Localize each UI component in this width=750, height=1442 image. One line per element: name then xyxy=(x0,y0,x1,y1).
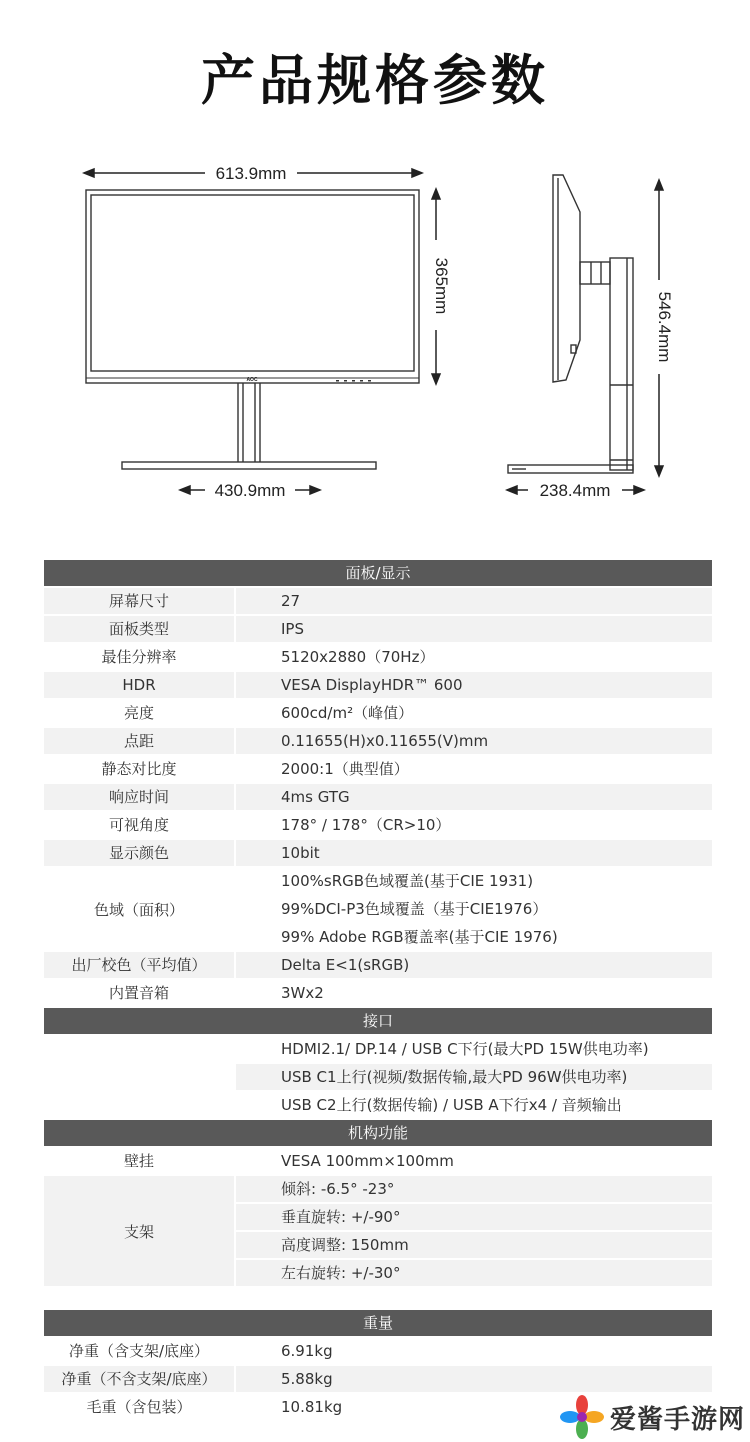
spec-row xyxy=(44,616,712,642)
spec-group-stand xyxy=(44,1176,712,1286)
spec-row xyxy=(44,700,712,726)
spec-label: 亮度 xyxy=(44,700,234,726)
spec-value: VESA DisplayHDR™ 600 xyxy=(236,672,712,698)
spec-label: 色域（面积） xyxy=(44,868,234,950)
spec-value: 3Wx2 xyxy=(236,980,712,1006)
spec-table xyxy=(44,560,712,1422)
spec-label: 屏幕尺寸 xyxy=(44,588,234,614)
spec-label: 最佳分辨率 xyxy=(44,644,234,670)
brand-logo: AOC xyxy=(246,377,258,383)
dimension-diagram xyxy=(0,150,750,520)
spec-value: IPS xyxy=(236,616,712,642)
spec-label: 显示颜色 xyxy=(44,840,234,866)
width-label: 613.9mm xyxy=(215,164,287,183)
spec-row xyxy=(44,952,712,978)
spec-value-line: 99%DCI-P3色域覆盖（基于CIE1976） xyxy=(236,896,712,922)
spec-value: VESA 100mm×100mm xyxy=(236,1148,712,1174)
stand-width-label: 430.9mm xyxy=(214,481,286,500)
spec-value-line: 100%sRGB色域覆盖(基于CIE 1931) xyxy=(236,868,712,894)
spec-label: 点距 xyxy=(44,728,234,754)
max-height-label: 546.4mm xyxy=(655,291,674,363)
spec-value-line: 99% Adobe RGB覆盖率(基于CIE 1976) xyxy=(236,924,712,950)
spec-value: 10bit xyxy=(236,840,712,866)
spec-value-line: 垂直旋转: +/-90° xyxy=(236,1204,712,1230)
spec-label: 壁挂 xyxy=(44,1148,234,1174)
spec-value: 178° / 178°（CR>10） xyxy=(236,812,712,838)
spec-value: 5.88kg xyxy=(236,1366,712,1392)
spec-value: 27 xyxy=(236,588,712,614)
spec-row xyxy=(44,588,712,614)
spec-row xyxy=(44,1366,712,1392)
monitor-side xyxy=(508,175,633,473)
spec-value-line: USB C2上行(数据传输) / USB A下行x4 / 音频输出 xyxy=(236,1092,712,1118)
spec-value-line: USB C1上行(视频/数据传输,最大PD 96W供电功率) xyxy=(236,1064,712,1090)
spec-label: 面板类型 xyxy=(44,616,234,642)
spec-label: 静态对比度 xyxy=(44,756,234,782)
spec-row xyxy=(44,728,712,754)
spec-value-line: HDMI2.1/ DP.14 / USB C下行(最大PD 15W供电功率) xyxy=(236,1036,712,1062)
spec-row xyxy=(44,784,712,810)
spec-group-gamut xyxy=(44,868,712,950)
section-header-weight: 重量 xyxy=(44,1310,712,1336)
spec-row xyxy=(44,1338,712,1364)
depth-label: 238.4mm xyxy=(539,481,611,500)
height-label: 365mm xyxy=(432,257,451,315)
spec-value: 6.91kg xyxy=(236,1338,712,1364)
section-header-panel: 面板/显示 xyxy=(44,560,712,586)
spec-label: HDR xyxy=(44,672,234,698)
section-header-mechanical: 机构功能 xyxy=(44,1120,712,1146)
spec-row xyxy=(44,756,712,782)
spec-label: 响应时间 xyxy=(44,784,234,810)
spec-value: 2000:1（典型值） xyxy=(236,756,712,782)
spec-group-ports xyxy=(44,1036,712,1118)
section-header-ports: 接口 xyxy=(44,1008,712,1034)
spec-value: Delta E<1(sRGB) xyxy=(236,952,712,978)
page-title: 产品规格参数 xyxy=(201,49,549,112)
spec-row xyxy=(44,672,712,698)
spec-value: 600cd/m²（峰值） xyxy=(236,700,712,726)
monitor-front xyxy=(86,190,419,469)
spec-label: 净重（含支架/底座） xyxy=(44,1338,234,1364)
spec-value: 5120x2880（70Hz） xyxy=(236,644,712,670)
spec-label: 净重（不含支架/底座） xyxy=(44,1366,234,1392)
spec-value-line: 高度调整: 150mm xyxy=(236,1232,712,1258)
spec-label: 可视角度 xyxy=(44,812,234,838)
spec-value: 10.81kg xyxy=(236,1394,712,1420)
spec-label-empty xyxy=(44,1036,234,1118)
spec-value: 4ms GTG xyxy=(236,784,712,810)
spec-row xyxy=(44,1148,712,1174)
spec-row xyxy=(44,840,712,866)
watermark xyxy=(552,1392,750,1442)
control-buttons xyxy=(336,380,371,382)
spec-label: 出厂校色（平均值） xyxy=(44,952,234,978)
spec-row xyxy=(44,980,712,1006)
spec-label: 支架 xyxy=(44,1176,234,1286)
spec-label: 毛重（含包装） xyxy=(44,1394,234,1420)
spec-label: 内置音箱 xyxy=(44,980,234,1006)
spec-row xyxy=(44,812,712,838)
spec-value-line: 倾斜: -6.5° -23° xyxy=(236,1176,712,1202)
spec-row xyxy=(44,644,712,670)
spec-value: 0.11655(H)x0.11655(V)mm xyxy=(236,728,712,754)
spec-value-line: 左右旋转: +/-30° xyxy=(236,1260,712,1286)
pinwheel-logo-icon xyxy=(558,1393,606,1441)
watermark-text: 爱酱手游网 xyxy=(610,1404,746,1435)
